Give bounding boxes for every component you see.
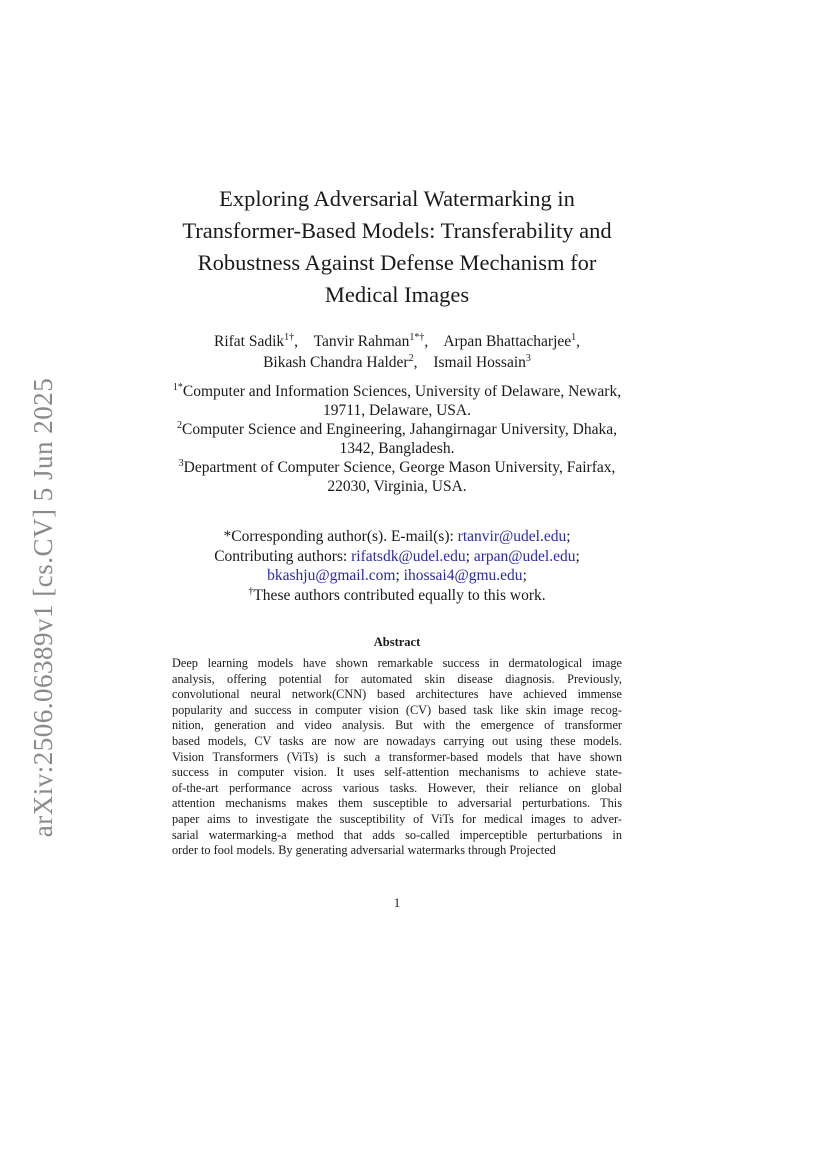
abstract-line: order to fool models. By generating adversarial watermarks through Projected xyxy=(172,843,556,858)
author: Arpan Bhattacharjee$^1$, xyxy=(443,332,581,350)
abstract-line: of-the-art performance across various tasks. However, their reliance on global xyxy=(172,780,622,795)
affiliation-text: 1342, Bangladesh. xyxy=(339,440,455,457)
author: Bikash Chandra Halder$^2$, xyxy=(263,353,418,371)
paper-title xyxy=(150,183,644,311)
author: Rifat Sadik$^{1\dagger}$, xyxy=(213,332,299,350)
abstract-line: Vision Transformers (ViTs) is such a transformer-based models that have shown xyxy=(172,749,622,764)
contributing-label: Contributing authors: xyxy=(214,547,352,565)
author-name: Arpan Bhattacharjee xyxy=(443,333,572,350)
abstract-line: success in computer vision. It uses self-attention mechanisms to achieve state- xyxy=(172,765,622,780)
title-line: Exploring Adversarial Watermarking in xyxy=(219,186,575,211)
author-line xyxy=(150,352,644,373)
affiliation-mark: 3 xyxy=(178,458,184,469)
page-number: 1 xyxy=(393,895,401,910)
abstract-line: sarial watermarking-a method that adds so-called imperceptible perturbations in xyxy=(172,827,622,842)
affiliation-text: 19711, Delaware, USA. xyxy=(323,402,471,419)
affiliation-text: Computer Science and Engineering, Jahangirnagar University, Dhaka, xyxy=(181,421,617,438)
arxiv-identifier-stamp xyxy=(26,372,62,842)
abstract-heading: Abstract xyxy=(373,635,421,649)
corresponding-label: *Corresponding author(s). E-mail(s): xyxy=(223,528,458,545)
affiliation-list xyxy=(150,382,644,496)
abstract-line: Deep learning models have shown remarkable success in dermatological image xyxy=(172,656,622,670)
email-link[interactable]: bkashju@gmail.com xyxy=(267,567,396,584)
abstract-line: attention mechanisms makes them susceptible to adversarial perturbations. This xyxy=(172,796,622,811)
abstract-line: based models, CV tasks are now are nowadays carrying out using these models. xyxy=(172,733,622,748)
author-affiliation-mark: 1† xyxy=(284,332,295,343)
affiliation-mark: 1* xyxy=(172,382,183,393)
equal-contribution-text: These authors contributed equally to this work. xyxy=(253,586,546,604)
author-name: Tanvir Rahman xyxy=(313,333,410,350)
abstract-line: popularity and success in computer vision (CV) based task like skin image recog- xyxy=(172,702,622,717)
abstract-line: convolutional neural network(CNN) based architectures have achieved immense xyxy=(172,687,622,702)
author: Tanvir Rahman$^{1*\dagger}$, xyxy=(313,332,429,350)
contributing-authors-line: Contributing authors: rifatsdk@udel.edu; arpan@udel.edu; xyxy=(214,547,580,565)
author-line xyxy=(150,331,644,352)
email-link[interactable]: arpan@udel.edu xyxy=(473,547,576,565)
email-link[interactable]: ihossai4@gmu.edu xyxy=(403,567,523,584)
email-link[interactable]: rtanvir@udel.edu xyxy=(457,528,567,545)
author-affiliation-mark: 2 xyxy=(408,353,414,364)
contributing-authors-line: bkashju@gmail.com; ihossai4@gmu.edu; xyxy=(267,567,527,584)
affiliation-text: 22030, Virginia, USA. xyxy=(327,478,467,495)
dagger-mark: † xyxy=(248,585,254,597)
equal-contribution-note xyxy=(150,586,644,606)
affiliation xyxy=(150,458,644,496)
title-line: Transformer-Based Models: Transferability and xyxy=(182,218,612,243)
affiliation-text: Computer and Information Sciences, University of Delaware, Newark, xyxy=(182,383,622,400)
corresponding-author-line: *Corresponding author(s). E-mail(s): rtanvir@udel.edu; xyxy=(223,528,571,545)
affiliation xyxy=(150,420,644,458)
author-name: Ismail Hossain xyxy=(433,354,526,371)
arxiv-identifier-text: arXiv:2506.06389v1 [cs.CV] 5 Jun 2025 xyxy=(28,377,59,837)
abstract-line: analysis, offering potential for automated skin disease diagnosis. Previously, xyxy=(172,671,622,686)
contact-block xyxy=(150,527,644,605)
title-line: Medical Images xyxy=(324,282,470,307)
affiliation-text: Department of Computer Science, George Mason University, Fairfax, xyxy=(183,459,616,476)
abstract-line: nition, generation and video analysis. But with the emergence of transformer xyxy=(172,718,622,733)
author-name: Bikash Chandra Halder xyxy=(263,354,409,371)
affiliation-mark: 2 xyxy=(176,420,182,431)
title-line: Robustness Against Defense Mechanism for xyxy=(197,250,597,275)
affiliation xyxy=(150,382,644,420)
author-list xyxy=(150,331,644,373)
abstract-line: paper aims to investigate the susceptibility of ViTs for medical images to adver- xyxy=(172,811,622,826)
author xyxy=(433,354,531,371)
author-name: Rifat Sadik xyxy=(213,333,285,350)
email-link[interactable]: rifatsdk@udel.edu xyxy=(351,547,466,565)
author-affiliation-mark: 1*† xyxy=(409,332,425,343)
author-affiliation-mark: 1 xyxy=(571,332,577,343)
abstract-body xyxy=(172,656,622,859)
author-affiliation-mark: 3 xyxy=(525,353,531,364)
